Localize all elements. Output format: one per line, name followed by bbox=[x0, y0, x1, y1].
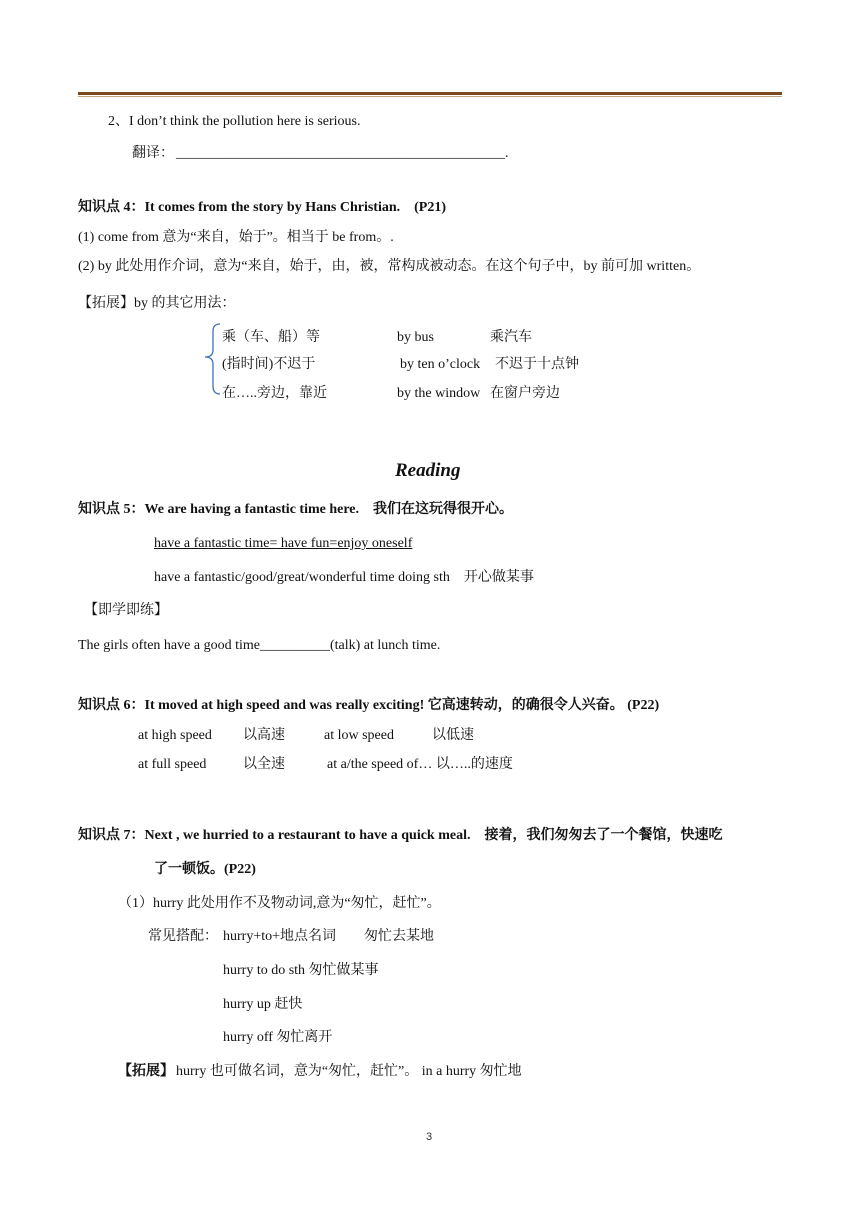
usage-3: 在…..旁边，靠近 bbox=[222, 386, 327, 401]
kp5-line1: have a fantastic time= have fun=enjoy oneself bbox=[154, 536, 413, 551]
kp5-title: 知识点 5：We are having a fantastic time here. 我们在这玩得很开心。 bbox=[78, 502, 514, 517]
practice-label: 【即学即练】 bbox=[84, 603, 168, 618]
meaning-1: 乘汽车 bbox=[490, 330, 532, 345]
usage-2: (指时间)不迟于 bbox=[222, 357, 316, 372]
curly-brace bbox=[200, 322, 224, 396]
example-1: by bus bbox=[397, 330, 434, 345]
example-3: by the window bbox=[397, 386, 481, 401]
kp7-title-line1: 知识点 7：Next , we hurried to a restaurant to have a quick meal. 接着，我们匆匆去了一个餐馆，快速吃 bbox=[78, 828, 723, 843]
kp5-line2: have a fantastic/good/great/wonderful time doing sth 开心做某事 bbox=[154, 570, 534, 585]
translate-blank: _______________________________________________. bbox=[176, 146, 509, 161]
kp4-line2: (2) by 此处用作介词，意为“来自，始于，由，被，常构成被动态。在这个句子中，by 前可加 written。 bbox=[78, 259, 701, 274]
header-rule-thick bbox=[78, 92, 782, 95]
example-2: by ten o’clock bbox=[400, 357, 481, 372]
kp7-coll4: hurry off 匆忙离开 bbox=[223, 1030, 333, 1045]
kp6-r1a: at high speed bbox=[138, 728, 212, 743]
page-number: 3 bbox=[426, 1131, 433, 1143]
meaning-3: 在窗户旁边 bbox=[490, 386, 560, 401]
kp7-point1: （1）hurry 此处用作不及物动词,意为“匆忙，赶忙”。 bbox=[118, 896, 441, 911]
kp6-r1d: 以低速 bbox=[432, 728, 474, 743]
kp6-r1c: at low speed bbox=[324, 728, 394, 743]
kp6-r2c: at a/the speed of… 以…..的速度 bbox=[327, 757, 513, 772]
kp7-coll2: hurry to do sth 匆忙做某事 bbox=[223, 963, 379, 978]
kp7-extension-label: 【拓展】 bbox=[118, 1064, 174, 1079]
sentence-2: 2、I don’t think the pollution here is serious. bbox=[108, 114, 361, 129]
kp6-title: 知识点 6：It moved at high speed and was really exciting! 它高速转动，的确很令人兴奋。 (P22) bbox=[78, 698, 660, 713]
kp7-common-label: 常见搭配： bbox=[148, 929, 218, 944]
kp7-extension-text: hurry 也可做名词，意为“匆忙，赶忙”。 in a hurry 匆忙地 bbox=[176, 1064, 522, 1079]
kp7-coll3: hurry up 赶快 bbox=[223, 997, 303, 1012]
translate-label: 翻译： bbox=[132, 146, 174, 161]
kp4-title: 知识点 4：It comes from the story by Hans Christian. (P21) bbox=[78, 200, 446, 215]
kp6-r2a: at full speed bbox=[138, 757, 207, 772]
kp7-title-line2: 了一顿饭。(P22) bbox=[154, 862, 256, 877]
kp6-r2b: 以全速 bbox=[243, 757, 285, 772]
kp4-extension-label: 【拓展】by 的其它用法： bbox=[78, 296, 236, 311]
kp4-line1: (1) come from 意为“来自，始于”。相当于 be from。. bbox=[78, 230, 394, 245]
kp6-r1b: 以高速 bbox=[243, 728, 285, 743]
usage-1: 乘（车、船）等 bbox=[222, 330, 320, 345]
practice-sentence: The girls often have a good time__________(talk) at lunch time. bbox=[78, 638, 441, 653]
header-rule-thin bbox=[78, 96, 782, 97]
kp7-coll1: hurry+to+地点名词 匆忙去某地 bbox=[223, 929, 435, 944]
meaning-2: 不迟于十点钟 bbox=[495, 357, 579, 372]
reading-heading: Reading bbox=[395, 460, 461, 481]
